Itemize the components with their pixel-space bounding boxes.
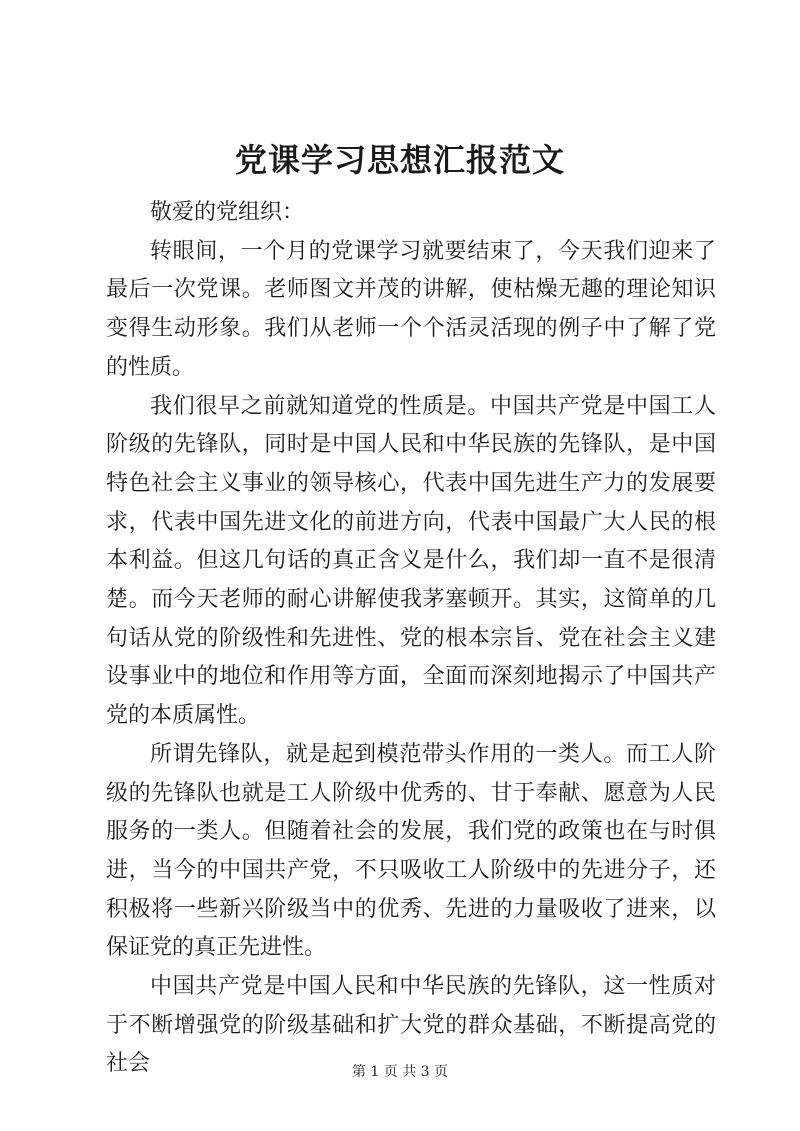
salutation: 敬爱的党组织： xyxy=(150,200,305,225)
paragraph-2: 我们很早之前就知道党的性质是。中国共产党是中国工人阶级的先锋队，同时是中国人民和中华民族的先锋队，是中国特色社会主义事业的领导核心，代表中国先进生产力的发展要求，代表中国先进文化的前进方向，代表中国最广大人民的根本利益。但这几句话的真正含义是什么，我们却一直不是很清楚。而今天老师的耐心讲解使我茅塞顿开。其实，这简单的几句话从党的阶级性和先进性、党的根本宗旨、党在社会主义建设事业中的地位和作用等方面，全面而深刻地揭示了中国共产党的本质属性。 xyxy=(106,393,716,729)
page-footer: 第 1 页 共 3 页 xyxy=(351,1064,449,1080)
document-title: 党课学习思想汇报范文 xyxy=(234,141,565,179)
paragraph-1: 转眼间，一个月的党课学习就要结束了，今天我们迎来了最后一次党课。老师图文并茂的讲解，使枯燥无趣的理论知识变得生动形象。我们从老师一个个活灵活现的例子中了解了党的性质。 xyxy=(106,238,716,380)
document-body xyxy=(106,194,716,1084)
paragraph-4: 中国共产党是中国人民和中华民族的先锋队，这一性质对于不断增强党的阶级基础和扩大党的群众基础，不断提高党的社会 xyxy=(106,974,716,1077)
paragraph-3: 所谓先锋队，就是起到模范带头作用的一类人。而工人阶级的先锋队也就是工人阶级中优秀的、甘于奉献、愿意为人民服务的一类人。但随着社会的发展，我们党的政策也在与时俱进，当今的中国共产党，不只吸收工人阶级中的先进分子，还积极将一些新兴阶级当中的优秀、先进的力量吸收了进来，以保证党的真正先进性。 xyxy=(106,741,716,961)
